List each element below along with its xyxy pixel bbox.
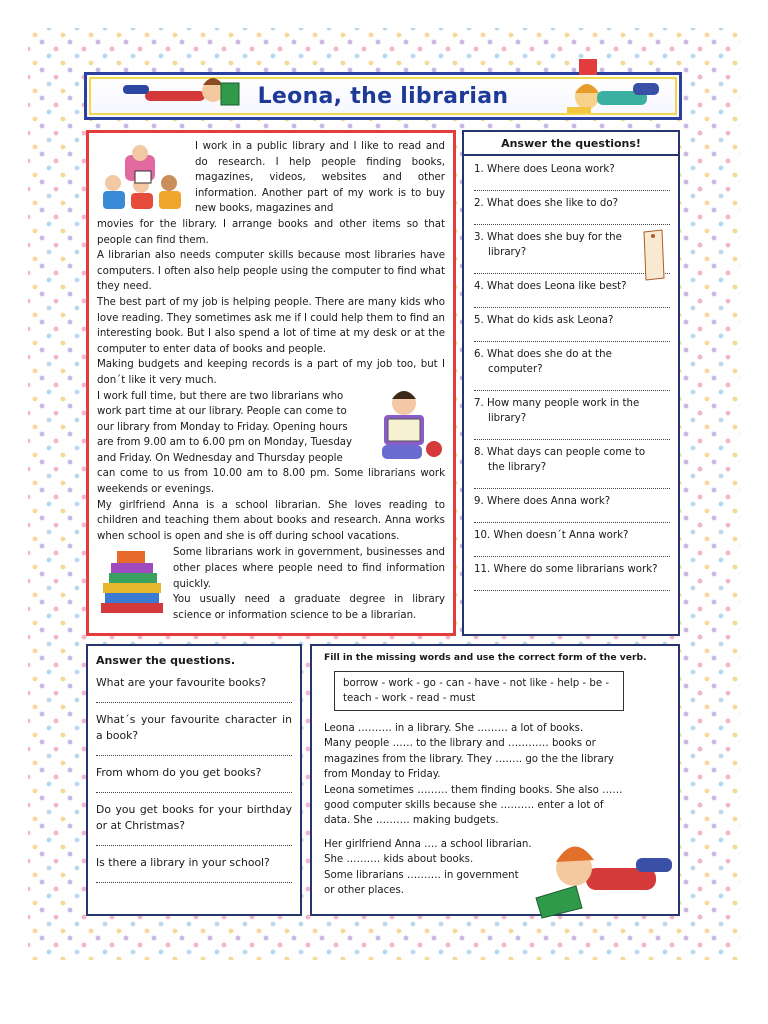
reading-line: and Friday. On Wednesday and Thursday people (97, 452, 343, 464)
reading-paragraph-1-cont: movies for the library. I arrange books and other items so that people can find them. (97, 218, 445, 246)
answer-line (96, 744, 292, 756)
comprehension-questions-panel (462, 130, 680, 636)
reading-paragraph-2: A librarian also needs computer skills because most libraries have computers. I often also help people using the computer to find what they need. (97, 250, 445, 293)
reading-line: are from 9.00 am to 6.00 pm on Monday, Tuesday (97, 437, 353, 449)
bookmark-illustration (638, 228, 668, 282)
reading-paragraph-4: Making budgets and keeping records is a part of my job too, but I don´t like it very much. (97, 359, 445, 386)
personal-questions-heading: Answer the questions. (96, 654, 236, 667)
title-banner (84, 72, 682, 120)
answer-line (474, 579, 670, 591)
reading-paragraph-8: You usually need a graduate degree in library science or information science to be a librarian. (173, 594, 445, 621)
boy-lying-reading-illustration (516, 828, 676, 920)
personal-question: What´s your favourite character in a book? (96, 713, 292, 742)
answer-line (474, 330, 670, 342)
question-item: 9. Where does Anna work? (474, 496, 611, 507)
answer-line (96, 871, 292, 883)
reading-line: I work full time, but there are two librarians who (97, 390, 344, 402)
answer-line (474, 296, 670, 308)
question-item: 1. Where does Leona work? (474, 164, 615, 175)
questions-heading: Answer the questions! (464, 132, 678, 156)
personal-question: What are your favourite books? (96, 676, 267, 689)
reading-paragraph-3: The best part of my job is helping people. There are many kids who love reading. They sometimes ask me if I could help them to find an interesting book. But I also spend a lot of time at my desk or at the computer to enter data of books and people. (97, 296, 446, 355)
fill-line: Her girlfriend Anna …. a school librarian. (324, 838, 532, 850)
reading-paragraph-7: Some librarians work in government, businesses and other places where people need to find information quickly. (173, 547, 445, 590)
answer-line (474, 545, 670, 557)
personal-question: Is there a library in your school? (96, 856, 270, 869)
personal-questions-panel (86, 644, 302, 916)
reading-paragraph-1: I work in a public library and I like to read and do research. I help people finding books, magazines, videos, websites and other information. Another part of my work is to buy new books, magazines and (195, 141, 445, 215)
reading-paragraph-6: My girlfriend Anna is a school librarian. She loves reading to children and teaching them about books and research. Anna works when school is open and she is off during school vacations. (97, 499, 445, 542)
fill-line: data. She ………. making budgets. (324, 815, 499, 827)
question-item: 3. What does she buy for the library? (474, 232, 622, 258)
answer-line (96, 781, 292, 793)
answer-line (474, 213, 670, 225)
question-item: 6. What does she do at the computer? (474, 349, 612, 375)
question-item: 8. What days can people come to the library? (474, 447, 646, 473)
reading-line: work part time at our library. People can come to (97, 406, 347, 418)
fill-line: Some librarians ………. in government (324, 869, 519, 881)
kid-reading-left-illustration (117, 61, 247, 117)
fill-line: magazines from the library. They …….. go the the library (324, 753, 614, 765)
fill-line: good computer skills because she ………. enter a lot of (324, 800, 604, 812)
question-item: 4. What does Leona like best? (474, 281, 627, 292)
answer-line (474, 379, 670, 391)
fill-line: from Monday to Friday. (324, 769, 441, 781)
word-bank: borrow - work - go - can - have - not like - help - be - teach - work - read - must (334, 671, 624, 711)
answer-line (474, 179, 670, 191)
question-item: 7. How many people work in the library? (474, 398, 640, 424)
answer-line (96, 834, 292, 846)
fill-line: She ………. kids about books. (324, 854, 474, 866)
reading-text-panel (86, 130, 456, 636)
boy-with-book-illustration (376, 389, 445, 465)
reading-line: our library from Monday to Friday. Opening hours (97, 421, 348, 433)
personal-question: From whom do you get books? (96, 766, 262, 779)
fill-line: or other places. (324, 885, 404, 897)
answer-line (474, 477, 670, 489)
answer-line (474, 428, 670, 440)
answer-line (96, 691, 292, 703)
page-title: Leona, the librarian (257, 83, 509, 109)
question-item: 11. Where do some librarians work? (474, 564, 658, 575)
personal-question: Do you get books for your birthday or at Christmas? (96, 803, 292, 832)
answer-line (474, 511, 670, 523)
children-reading-illustration (95, 143, 187, 213)
reading-paragraph-5-lines (97, 389, 372, 467)
question-item: 10. When doesn´t Anna work? (474, 530, 629, 541)
reading-paragraph-5-cont: can come to us from 10.00 am to 8.00 pm. Some librarians work weekends or evenings. (97, 468, 445, 496)
girl-reading-right-illustration (549, 53, 669, 119)
question-item: 5. What do kids ask Leona? (474, 315, 614, 326)
stack-of-books-illustration (97, 545, 169, 619)
fill-in-heading: Fill in the missing words and use the correct form of the verb. (324, 652, 647, 663)
question-item: 2. What does she like to do? (474, 198, 619, 209)
fill-in-exercise-panel (310, 644, 680, 916)
fill-line: Leona sometimes ……… them finding books. She also …… (324, 784, 623, 796)
fill-line: Many people …… to the library and ………… books or (324, 738, 596, 750)
fill-line: Leona ………. in a library. She ……… a lot of books. (324, 723, 584, 734)
